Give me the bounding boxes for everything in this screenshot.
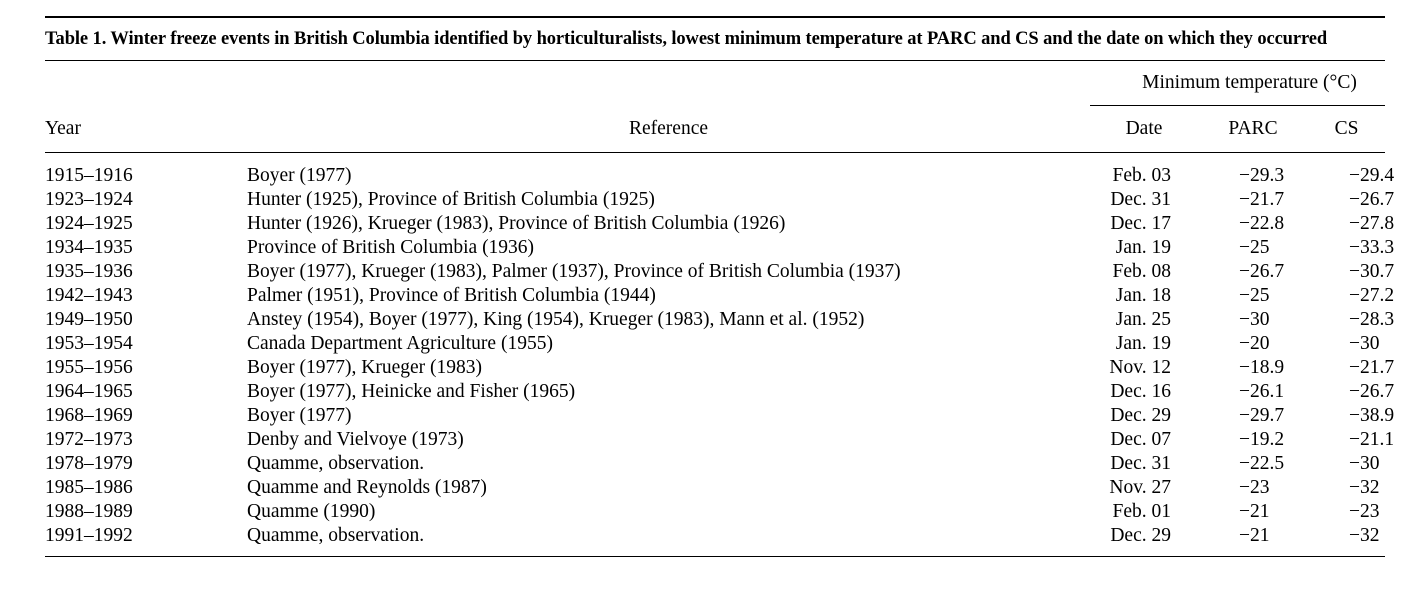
cell-date: Jan. 18 bbox=[1115, 285, 1171, 306]
cell-date: Dec. 07 bbox=[1110, 429, 1171, 450]
cell-cs: −29.4 bbox=[1349, 165, 1395, 186]
cell-year: 1924–1925 bbox=[45, 213, 133, 234]
cell-reference: Quamme and Reynolds (1987) bbox=[247, 477, 487, 498]
header-reference: Reference bbox=[247, 106, 1090, 153]
header-cs: CS bbox=[1308, 106, 1385, 153]
cell-parc: −23 bbox=[1239, 477, 1270, 498]
cell-year: 1942–1943 bbox=[45, 285, 133, 306]
header-parc: PARC bbox=[1198, 106, 1308, 153]
cell-date: Jan. 19 bbox=[1115, 237, 1171, 258]
cell-reference: Palmer (1951), Province of British Columbia (1944) bbox=[247, 285, 656, 306]
cell-parc: −26.1 bbox=[1239, 381, 1285, 402]
cell-year: 1968–1969 bbox=[45, 405, 133, 426]
cell-year: 1978–1979 bbox=[45, 453, 133, 474]
cell-year: 1991–1992 bbox=[45, 525, 133, 546]
cell-date: Dec. 29 bbox=[1110, 405, 1171, 426]
table-row bbox=[45, 332, 1385, 356]
header-row-columns bbox=[45, 106, 1385, 153]
cell-year: 1935–1936 bbox=[45, 261, 133, 282]
cell-parc: −22.5 bbox=[1239, 453, 1285, 474]
cell-date: Feb. 03 bbox=[1112, 165, 1171, 186]
table-caption: Table 1. Winter freeze events in British Columbia identified by horticulturalists, lowest minimum temperature at PARC and CS and the date on which they occurred bbox=[45, 29, 1328, 49]
cell-reference: Quamme, observation. bbox=[247, 453, 425, 474]
table-row bbox=[45, 236, 1385, 260]
table-row bbox=[45, 452, 1385, 476]
bottom-rule bbox=[45, 557, 1385, 558]
cell-date: Nov. 27 bbox=[1109, 477, 1171, 498]
cell-year: 1972–1973 bbox=[45, 429, 133, 450]
table-row bbox=[45, 404, 1385, 428]
cell-cs: −28.3 bbox=[1349, 309, 1395, 330]
cell-parc: −20 bbox=[1239, 333, 1270, 354]
cell-parc: −18.9 bbox=[1239, 357, 1285, 378]
cell-year: 1923–1924 bbox=[45, 189, 133, 210]
bottom-rule-row bbox=[45, 557, 1385, 558]
cell-parc: −26.7 bbox=[1239, 261, 1285, 282]
cell-parc: −25 bbox=[1239, 285, 1270, 306]
cell-cs: −21.1 bbox=[1349, 429, 1395, 450]
cell-parc: −29.3 bbox=[1239, 165, 1285, 186]
cell-date: Nov. 12 bbox=[1109, 357, 1171, 378]
header-min-temperature: Minimum temperature (°C) bbox=[1090, 61, 1385, 106]
cell-reference: Boyer (1977), Krueger (1983) bbox=[247, 357, 483, 378]
table-row bbox=[45, 212, 1385, 236]
cell-date: Jan. 19 bbox=[1115, 333, 1171, 354]
cell-cs: −30 bbox=[1349, 333, 1380, 354]
cell-parc: −21 bbox=[1239, 525, 1270, 546]
table-row bbox=[45, 284, 1385, 308]
cell-cs: −32 bbox=[1349, 477, 1380, 498]
cell-date: Feb. 08 bbox=[1112, 261, 1171, 282]
cell-reference: Quamme (1990) bbox=[247, 501, 376, 522]
cell-reference: Canada Department Agriculture (1955) bbox=[247, 333, 553, 354]
table-row bbox=[45, 260, 1385, 284]
cell-parc: −22.8 bbox=[1239, 213, 1285, 234]
cell-date: Dec. 16 bbox=[1110, 381, 1171, 402]
cell-reference: Province of British Columbia (1936) bbox=[247, 237, 535, 258]
freeze-events-table bbox=[45, 61, 1395, 557]
table-row bbox=[45, 153, 1385, 189]
cell-date: Dec. 17 bbox=[1110, 213, 1171, 234]
header-row-group bbox=[45, 61, 1385, 106]
cell-reference: Boyer (1977), Heinicke and Fisher (1965) bbox=[247, 381, 576, 402]
table-row bbox=[45, 188, 1385, 212]
cell-cs: −30 bbox=[1349, 453, 1380, 474]
cell-cs: −27.2 bbox=[1349, 285, 1395, 306]
table-body bbox=[45, 153, 1395, 557]
cell-reference: Denby and Vielvoye (1973) bbox=[247, 429, 464, 450]
header-date: Date bbox=[1090, 106, 1198, 153]
cell-year: 1934–1935 bbox=[45, 237, 133, 258]
cell-cs: −38.9 bbox=[1349, 405, 1395, 426]
table-row bbox=[45, 308, 1385, 332]
cell-reference: Anstey (1954), Boyer (1977), King (1954), Krueger (1983), Mann et al. (1952) bbox=[247, 309, 865, 330]
cell-cs: −33.3 bbox=[1349, 237, 1395, 258]
cell-date: Dec. 31 bbox=[1110, 453, 1171, 474]
cell-reference: Boyer (1977) bbox=[247, 405, 352, 426]
cell-year: 1985–1986 bbox=[45, 477, 133, 498]
header-year: Year bbox=[45, 106, 247, 153]
cell-parc: −25 bbox=[1239, 237, 1270, 258]
cell-date: Dec. 31 bbox=[1110, 189, 1171, 210]
cell-year: 1949–1950 bbox=[45, 309, 133, 330]
cell-cs: −23 bbox=[1349, 501, 1380, 522]
cell-year: 1964–1965 bbox=[45, 381, 133, 402]
cell-parc: −30 bbox=[1239, 309, 1270, 330]
cell-year: 1988–1989 bbox=[45, 501, 133, 522]
cell-reference: Hunter (1926), Krueger (1983), Province of British Columbia (1926) bbox=[247, 213, 786, 234]
cell-parc: −19.2 bbox=[1239, 429, 1285, 450]
cell-date: Jan. 25 bbox=[1115, 309, 1171, 330]
cell-year: 1953–1954 bbox=[45, 333, 133, 354]
table-row bbox=[45, 500, 1385, 524]
table-figure bbox=[45, 16, 1395, 557]
header-spacer bbox=[45, 61, 1090, 106]
cell-year: 1915–1916 bbox=[45, 165, 133, 186]
cell-parc: −21 bbox=[1239, 501, 1270, 522]
cell-cs: −27.8 bbox=[1349, 213, 1395, 234]
cell-parc: −29.7 bbox=[1239, 405, 1285, 426]
cell-parc: −21.7 bbox=[1239, 189, 1285, 210]
cell-reference: Quamme, observation. bbox=[247, 525, 425, 546]
cell-cs: −26.7 bbox=[1349, 381, 1395, 402]
cell-cs: −26.7 bbox=[1349, 189, 1395, 210]
cell-date: Dec. 29 bbox=[1110, 525, 1171, 546]
table-row bbox=[45, 524, 1385, 557]
table-row bbox=[45, 428, 1385, 452]
table-row bbox=[45, 476, 1385, 500]
cell-reference: Boyer (1977) bbox=[247, 165, 352, 186]
cell-cs: −21.7 bbox=[1349, 357, 1395, 378]
cell-cs: −32 bbox=[1349, 525, 1380, 546]
cell-year: 1955–1956 bbox=[45, 357, 133, 378]
cell-reference: Boyer (1977), Krueger (1983), Palmer (1937), Province of British Columbia (1937) bbox=[247, 261, 901, 282]
cell-reference: Hunter (1925), Province of British Columbia (1925) bbox=[247, 189, 655, 210]
table-row bbox=[45, 356, 1385, 380]
table-row bbox=[45, 380, 1385, 404]
cell-cs: −30.7 bbox=[1349, 261, 1395, 282]
cell-date: Feb. 01 bbox=[1112, 501, 1171, 522]
